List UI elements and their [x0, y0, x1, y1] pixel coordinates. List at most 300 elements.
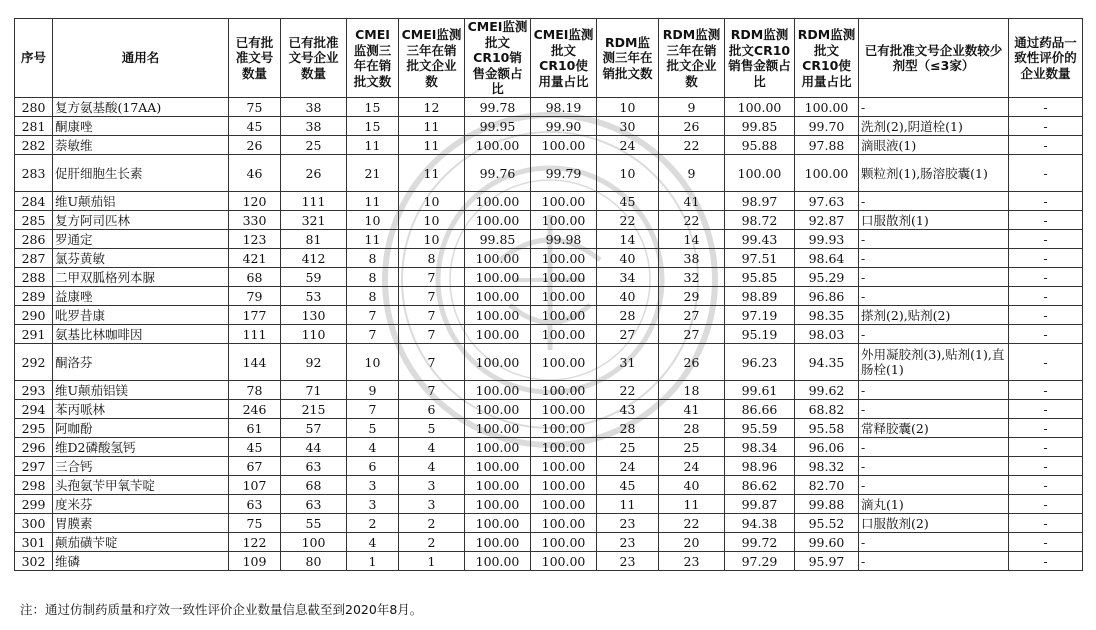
- rdm-approvals-cell: 25: [597, 438, 659, 457]
- row-number-cell: 280: [15, 98, 53, 117]
- cmei-companies-cell: 4: [399, 438, 465, 457]
- header-cell: 通用名: [53, 19, 229, 98]
- table-row: [15, 155, 1083, 192]
- few-company-forms-cell: 外用凝胶剂(3),贴剂(1),直肠栓(1): [859, 344, 1009, 381]
- table-row: [15, 400, 1083, 419]
- cmei-companies-cell: 7: [399, 344, 465, 381]
- generic-name-cell: 阿咖酚: [53, 419, 229, 438]
- cmei-cr10-usage-cell: 100.00: [531, 476, 597, 495]
- rdm-companies-cell: 9: [659, 98, 725, 117]
- rdm-companies-cell: 29: [659, 287, 725, 306]
- rdm-approvals-cell: 45: [597, 192, 659, 211]
- few-company-forms-cell: 常释胶囊(2): [859, 419, 1009, 438]
- cmei-approvals-cell: 8: [347, 249, 399, 268]
- cmei-approvals-cell: 2: [347, 514, 399, 533]
- rdm-cr10-sales-cell: 98.89: [725, 287, 795, 306]
- row-number-cell: 298: [15, 476, 53, 495]
- approval-company-count-cell: 100: [281, 533, 347, 552]
- approval-count-cell: 67: [229, 457, 281, 476]
- footnote: 注：通过仿制药质量和疗效一致性评价企业数量信息截至到2020年8月。: [20, 602, 423, 617]
- consistency-eval-count-cell: -: [1009, 552, 1083, 571]
- cmei-approvals-cell: 21: [347, 155, 399, 192]
- few-company-forms-cell: 口服散剂(2): [859, 514, 1009, 533]
- row-number-cell: 297: [15, 457, 53, 476]
- header-row: [15, 19, 1083, 98]
- cmei-cr10-usage-cell: 100.00: [531, 192, 597, 211]
- approval-company-count-cell: 38: [281, 117, 347, 136]
- rdm-cr10-sales-cell: 98.96: [725, 457, 795, 476]
- rdm-cr10-usage-cell: 99.88: [795, 495, 859, 514]
- cmei-approvals-cell: 8: [347, 287, 399, 306]
- row-number-cell: 302: [15, 552, 53, 571]
- table-row: [15, 136, 1083, 155]
- consistency-eval-count-cell: -: [1009, 230, 1083, 249]
- consistency-eval-count-cell: -: [1009, 211, 1083, 230]
- rdm-companies-cell: 23: [659, 552, 725, 571]
- rdm-cr10-sales-cell: 98.34: [725, 438, 795, 457]
- rdm-cr10-usage-cell: 92.87: [795, 211, 859, 230]
- cmei-companies-cell: 1: [399, 552, 465, 571]
- approval-company-count-cell: 80: [281, 552, 347, 571]
- cmei-approvals-cell: 3: [347, 476, 399, 495]
- cmei-cr10-sales-cell: 100.00: [465, 476, 531, 495]
- table-row: [15, 495, 1083, 514]
- generic-name-cell: 三合钙: [53, 457, 229, 476]
- header-cell: 已有批准文号企业数较少剂型（≤3家）: [859, 19, 1009, 98]
- generic-name-cell: 维D2磷酸氢钙: [53, 438, 229, 457]
- header-cell: CMEI监测批文CR10使用量占比: [531, 19, 597, 98]
- row-number-cell: 286: [15, 230, 53, 249]
- cmei-companies-cell: 2: [399, 533, 465, 552]
- few-company-forms-cell: -: [859, 381, 1009, 400]
- cmei-cr10-usage-cell: 100.00: [531, 344, 597, 381]
- approval-company-count-cell: 92: [281, 344, 347, 381]
- rdm-cr10-usage-cell: 99.60: [795, 533, 859, 552]
- rdm-companies-cell: 26: [659, 344, 725, 381]
- rdm-companies-cell: 41: [659, 192, 725, 211]
- approval-company-count-cell: 59: [281, 268, 347, 287]
- rdm-cr10-usage-cell: 99.70: [795, 117, 859, 136]
- few-company-forms-cell: -: [859, 268, 1009, 287]
- few-company-forms-cell: -: [859, 476, 1009, 495]
- cmei-approvals-cell: 7: [347, 306, 399, 325]
- rdm-cr10-sales-cell: 95.88: [725, 136, 795, 155]
- rdm-cr10-usage-cell: 98.32: [795, 457, 859, 476]
- generic-name-cell: 维U颠茄铝: [53, 192, 229, 211]
- table-row: [15, 344, 1083, 381]
- rdm-companies-cell: 32: [659, 268, 725, 287]
- rdm-approvals-cell: 10: [597, 155, 659, 192]
- approval-company-count-cell: 38: [281, 98, 347, 117]
- header-cell: CMEI监测批文CR10销售金额占比: [465, 19, 531, 98]
- cmei-companies-cell: 11: [399, 155, 465, 192]
- cmei-cr10-usage-cell: 99.79: [531, 155, 597, 192]
- row-number-cell: 291: [15, 325, 53, 344]
- few-company-forms-cell: -: [859, 230, 1009, 249]
- cmei-companies-cell: 7: [399, 287, 465, 306]
- generic-name-cell: 复方氨基酸(17AA): [53, 98, 229, 117]
- consistency-eval-count-cell: -: [1009, 400, 1083, 419]
- approval-count-cell: 120: [229, 192, 281, 211]
- cmei-cr10-usage-cell: 100.00: [531, 381, 597, 400]
- approval-count-cell: 68: [229, 268, 281, 287]
- row-number-cell: 283: [15, 155, 53, 192]
- cmei-cr10-sales-cell: 100.00: [465, 438, 531, 457]
- rdm-approvals-cell: 14: [597, 230, 659, 249]
- generic-name-cell: 促肝细胞生长素: [53, 155, 229, 192]
- consistency-eval-count-cell: -: [1009, 495, 1083, 514]
- approval-company-count-cell: 412: [281, 249, 347, 268]
- rdm-approvals-cell: 23: [597, 552, 659, 571]
- generic-name-cell: 二甲双胍格列本脲: [53, 268, 229, 287]
- approval-company-count-cell: 130: [281, 306, 347, 325]
- cmei-companies-cell: 3: [399, 476, 465, 495]
- few-company-forms-cell: -: [859, 457, 1009, 476]
- few-company-forms-cell: -: [859, 552, 1009, 571]
- rdm-companies-cell: 18: [659, 381, 725, 400]
- rdm-companies-cell: 40: [659, 476, 725, 495]
- generic-name-cell: 罗通定: [53, 230, 229, 249]
- rdm-cr10-usage-cell: 95.58: [795, 419, 859, 438]
- rdm-approvals-cell: 22: [597, 381, 659, 400]
- generic-name-cell: 吡罗昔康: [53, 306, 229, 325]
- rdm-approvals-cell: 28: [597, 306, 659, 325]
- cmei-cr10-usage-cell: 100.00: [531, 533, 597, 552]
- cmei-approvals-cell: 7: [347, 400, 399, 419]
- generic-name-cell: 益康唑: [53, 287, 229, 306]
- header-cell: 序号: [15, 19, 53, 98]
- rdm-approvals-cell: 43: [597, 400, 659, 419]
- consistency-eval-count-cell: -: [1009, 457, 1083, 476]
- cmei-approvals-cell: 10: [347, 344, 399, 381]
- cmei-cr10-usage-cell: 99.90: [531, 117, 597, 136]
- consistency-eval-count-cell: -: [1009, 98, 1083, 117]
- cmei-companies-cell: 11: [399, 136, 465, 155]
- rdm-approvals-cell: 31: [597, 344, 659, 381]
- approval-company-count-cell: 44: [281, 438, 347, 457]
- rdm-approvals-cell: 11: [597, 495, 659, 514]
- table-row: [15, 268, 1083, 287]
- table-row: [15, 249, 1083, 268]
- cmei-approvals-cell: 11: [347, 192, 399, 211]
- cmei-cr10-usage-cell: 99.98: [531, 230, 597, 249]
- cmei-approvals-cell: 3: [347, 495, 399, 514]
- cmei-companies-cell: 10: [399, 192, 465, 211]
- rdm-cr10-sales-cell: 97.51: [725, 249, 795, 268]
- rdm-cr10-sales-cell: 96.23: [725, 344, 795, 381]
- cmei-cr10-sales-cell: 100.00: [465, 400, 531, 419]
- rdm-approvals-cell: 30: [597, 117, 659, 136]
- rdm-cr10-usage-cell: 99.62: [795, 381, 859, 400]
- cmei-cr10-sales-cell: 99.78: [465, 98, 531, 117]
- row-number-cell: 300: [15, 514, 53, 533]
- table-row: [15, 325, 1083, 344]
- row-number-cell: 288: [15, 268, 53, 287]
- rdm-cr10-usage-cell: 95.97: [795, 552, 859, 571]
- rdm-approvals-cell: 23: [597, 533, 659, 552]
- approval-count-cell: 144: [229, 344, 281, 381]
- rdm-approvals-cell: 22: [597, 211, 659, 230]
- cmei-companies-cell: 7: [399, 306, 465, 325]
- approval-company-count-cell: 81: [281, 230, 347, 249]
- row-number-cell: 295: [15, 419, 53, 438]
- approval-count-cell: 421: [229, 249, 281, 268]
- cmei-companies-cell: 7: [399, 381, 465, 400]
- cmei-companies-cell: 12: [399, 98, 465, 117]
- row-number-cell: 285: [15, 211, 53, 230]
- row-number-cell: 289: [15, 287, 53, 306]
- row-number-cell: 299: [15, 495, 53, 514]
- rdm-companies-cell: 28: [659, 419, 725, 438]
- rdm-approvals-cell: 34: [597, 268, 659, 287]
- approval-count-cell: 45: [229, 438, 281, 457]
- approval-count-cell: 63: [229, 495, 281, 514]
- approval-count-cell: 75: [229, 514, 281, 533]
- cmei-cr10-sales-cell: 100.00: [465, 344, 531, 381]
- table-row: [15, 533, 1083, 552]
- approval-count-cell: 75: [229, 98, 281, 117]
- rdm-approvals-cell: 24: [597, 136, 659, 155]
- header-cell: CMEI监测三年在销批文企业数: [399, 19, 465, 98]
- rdm-cr10-usage-cell: 100.00: [795, 98, 859, 117]
- generic-name-cell: 复方阿司匹林: [53, 211, 229, 230]
- generic-name-cell: 维U颠茄铝镁: [53, 381, 229, 400]
- rdm-cr10-usage-cell: 82.70: [795, 476, 859, 495]
- rdm-approvals-cell: 28: [597, 419, 659, 438]
- header-cell: RDM监测批文CR10销售金额占比: [725, 19, 795, 98]
- cmei-cr10-usage-cell: 100.00: [531, 268, 597, 287]
- approval-company-count-cell: 68: [281, 476, 347, 495]
- cmei-approvals-cell: 8: [347, 268, 399, 287]
- cmei-cr10-usage-cell: 100.00: [531, 287, 597, 306]
- rdm-cr10-usage-cell: 95.29: [795, 268, 859, 287]
- few-company-forms-cell: 口服散剂(1): [859, 211, 1009, 230]
- consistency-eval-count-cell: -: [1009, 325, 1083, 344]
- approval-company-count-cell: 110: [281, 325, 347, 344]
- cmei-approvals-cell: 6: [347, 457, 399, 476]
- generic-name-cell: 氨基比林咖啡因: [53, 325, 229, 344]
- few-company-forms-cell: 颗粒剂(1),肠溶胶囊(1): [859, 155, 1009, 192]
- generic-name-cell: 苯丙哌林: [53, 400, 229, 419]
- cmei-cr10-usage-cell: 98.19: [531, 98, 597, 117]
- approval-count-cell: 246: [229, 400, 281, 419]
- generic-name-cell: 酮康唑: [53, 117, 229, 136]
- consistency-eval-count-cell: -: [1009, 381, 1083, 400]
- few-company-forms-cell: -: [859, 249, 1009, 268]
- approval-company-count-cell: 57: [281, 419, 347, 438]
- rdm-cr10-sales-cell: 99.43: [725, 230, 795, 249]
- row-number-cell: 284: [15, 192, 53, 211]
- table-body: [15, 98, 1083, 571]
- rdm-cr10-sales-cell: 95.85: [725, 268, 795, 287]
- rdm-cr10-sales-cell: 95.19: [725, 325, 795, 344]
- consistency-eval-count-cell: -: [1009, 419, 1083, 438]
- generic-name-cell: 酮洛芬: [53, 344, 229, 381]
- approval-company-count-cell: 71: [281, 381, 347, 400]
- row-number-cell: 292: [15, 344, 53, 381]
- rdm-approvals-cell: 27: [597, 325, 659, 344]
- header-cell: CMEI监测三年在销批文数: [347, 19, 399, 98]
- cmei-cr10-sales-cell: 100.00: [465, 533, 531, 552]
- few-company-forms-cell: -: [859, 192, 1009, 211]
- cmei-companies-cell: 11: [399, 117, 465, 136]
- row-number-cell: 293: [15, 381, 53, 400]
- rdm-cr10-usage-cell: 95.52: [795, 514, 859, 533]
- few-company-forms-cell: 滴丸(1): [859, 495, 1009, 514]
- consistency-eval-count-cell: -: [1009, 306, 1083, 325]
- rdm-companies-cell: 22: [659, 514, 725, 533]
- rdm-companies-cell: 20: [659, 533, 725, 552]
- cmei-cr10-sales-cell: 100.00: [465, 287, 531, 306]
- approval-count-cell: 78: [229, 381, 281, 400]
- cmei-cr10-sales-cell: 100.00: [465, 381, 531, 400]
- rdm-companies-cell: 38: [659, 249, 725, 268]
- table-row: [15, 438, 1083, 457]
- cmei-cr10-sales-cell: 100.00: [465, 419, 531, 438]
- row-number-cell: 301: [15, 533, 53, 552]
- rdm-cr10-sales-cell: 98.72: [725, 211, 795, 230]
- cmei-cr10-sales-cell: 100.00: [465, 136, 531, 155]
- header-cell: 已有批准文号数量: [229, 19, 281, 98]
- cmei-cr10-usage-cell: 100.00: [531, 211, 597, 230]
- rdm-cr10-sales-cell: 99.85: [725, 117, 795, 136]
- cmei-cr10-usage-cell: 100.00: [531, 438, 597, 457]
- consistency-eval-count-cell: -: [1009, 533, 1083, 552]
- rdm-companies-cell: 9: [659, 155, 725, 192]
- cmei-cr10-sales-cell: 100.00: [465, 192, 531, 211]
- rdm-cr10-usage-cell: 97.88: [795, 136, 859, 155]
- approval-company-count-cell: 63: [281, 495, 347, 514]
- cmei-companies-cell: 2: [399, 514, 465, 533]
- generic-name-cell: 胃膜素: [53, 514, 229, 533]
- rdm-companies-cell: 27: [659, 325, 725, 344]
- approval-count-cell: 46: [229, 155, 281, 192]
- approval-company-count-cell: 63: [281, 457, 347, 476]
- rdm-cr10-sales-cell: 97.29: [725, 552, 795, 571]
- cmei-approvals-cell: 15: [347, 98, 399, 117]
- rdm-cr10-sales-cell: 99.72: [725, 533, 795, 552]
- cmei-approvals-cell: 15: [347, 117, 399, 136]
- rdm-companies-cell: 14: [659, 230, 725, 249]
- rdm-cr10-sales-cell: 86.66: [725, 400, 795, 419]
- few-company-forms-cell: -: [859, 533, 1009, 552]
- few-company-forms-cell: -: [859, 400, 1009, 419]
- consistency-eval-count-cell: -: [1009, 268, 1083, 287]
- table-row: [15, 98, 1083, 117]
- rdm-cr10-sales-cell: 99.61: [725, 381, 795, 400]
- rdm-cr10-sales-cell: 86.62: [725, 476, 795, 495]
- rdm-companies-cell: 25: [659, 438, 725, 457]
- approval-company-count-cell: 55: [281, 514, 347, 533]
- few-company-forms-cell: 滴眼液(1): [859, 136, 1009, 155]
- cmei-cr10-usage-cell: 100.00: [531, 495, 597, 514]
- approval-count-cell: 177: [229, 306, 281, 325]
- rdm-companies-cell: 11: [659, 495, 725, 514]
- consistency-eval-count-cell: -: [1009, 117, 1083, 136]
- header-cell: RDM监测三年在销批文企业数: [659, 19, 725, 98]
- approval-count-cell: 123: [229, 230, 281, 249]
- consistency-eval-count-cell: -: [1009, 155, 1083, 192]
- rdm-approvals-cell: 10: [597, 98, 659, 117]
- cmei-companies-cell: 10: [399, 230, 465, 249]
- rdm-cr10-sales-cell: 99.87: [725, 495, 795, 514]
- approval-company-count-cell: 215: [281, 400, 347, 419]
- rdm-cr10-usage-cell: 96.86: [795, 287, 859, 306]
- cmei-approvals-cell: 1: [347, 552, 399, 571]
- row-number-cell: 287: [15, 249, 53, 268]
- table-row: [15, 476, 1083, 495]
- generic-name-cell: 头孢氨苄甲氧苄啶: [53, 476, 229, 495]
- approval-count-cell: 45: [229, 117, 281, 136]
- few-company-forms-cell: -: [859, 325, 1009, 344]
- cmei-cr10-usage-cell: 100.00: [531, 249, 597, 268]
- rdm-cr10-usage-cell: 96.06: [795, 438, 859, 457]
- few-company-forms-cell: -: [859, 287, 1009, 306]
- consistency-eval-count-cell: -: [1009, 136, 1083, 155]
- generic-name-cell: 氯芬黄敏: [53, 249, 229, 268]
- table-row: [15, 287, 1083, 306]
- rdm-cr10-sales-cell: 97.19: [725, 306, 795, 325]
- cmei-cr10-sales-cell: 100.00: [465, 306, 531, 325]
- cmei-companies-cell: 7: [399, 325, 465, 344]
- header-cell: 已有批准文号企业数量: [281, 19, 347, 98]
- consistency-eval-count-cell: -: [1009, 514, 1083, 533]
- approval-count-cell: 109: [229, 552, 281, 571]
- consistency-eval-count-cell: -: [1009, 344, 1083, 381]
- rdm-companies-cell: 24: [659, 457, 725, 476]
- table-row: [15, 211, 1083, 230]
- rdm-approvals-cell: 45: [597, 476, 659, 495]
- cmei-cr10-usage-cell: 100.00: [531, 325, 597, 344]
- cmei-companies-cell: 4: [399, 457, 465, 476]
- approval-count-cell: 111: [229, 325, 281, 344]
- rdm-cr10-sales-cell: 98.97: [725, 192, 795, 211]
- table-row: [15, 552, 1083, 571]
- rdm-approvals-cell: 24: [597, 457, 659, 476]
- cmei-companies-cell: 6: [399, 400, 465, 419]
- rdm-cr10-sales-cell: 100.00: [725, 98, 795, 117]
- cmei-cr10-usage-cell: 100.00: [531, 419, 597, 438]
- cmei-cr10-usage-cell: 100.00: [531, 136, 597, 155]
- cmei-cr10-sales-cell: 100.00: [465, 211, 531, 230]
- approval-count-cell: 61: [229, 419, 281, 438]
- header-cell: RDM监测三年在销批文数: [597, 19, 659, 98]
- approval-count-cell: 107: [229, 476, 281, 495]
- cmei-cr10-sales-cell: 99.85: [465, 230, 531, 249]
- rdm-approvals-cell: 23: [597, 514, 659, 533]
- header-cell: 通过药品一致性评价的企业数量: [1009, 19, 1083, 98]
- few-company-forms-cell: -: [859, 438, 1009, 457]
- cmei-approvals-cell: 11: [347, 230, 399, 249]
- cmei-cr10-sales-cell: 99.76: [465, 155, 531, 192]
- consistency-eval-count-cell: -: [1009, 476, 1083, 495]
- approval-company-count-cell: 321: [281, 211, 347, 230]
- table-row: [15, 457, 1083, 476]
- cmei-cr10-sales-cell: 100.00: [465, 457, 531, 476]
- row-number-cell: 296: [15, 438, 53, 457]
- cmei-approvals-cell: 4: [347, 438, 399, 457]
- rdm-cr10-usage-cell: 68.82: [795, 400, 859, 419]
- few-company-forms-cell: 洗剂(2),阴道栓(1): [859, 117, 1009, 136]
- consistency-eval-count-cell: -: [1009, 438, 1083, 457]
- generic-name-cell: 度米芬: [53, 495, 229, 514]
- table-row: [15, 117, 1083, 136]
- few-company-forms-cell: 搽剂(2),贴剂(2): [859, 306, 1009, 325]
- rdm-cr10-usage-cell: 94.35: [795, 344, 859, 381]
- approval-company-count-cell: 111: [281, 192, 347, 211]
- table-row: [15, 419, 1083, 438]
- rdm-companies-cell: 27: [659, 306, 725, 325]
